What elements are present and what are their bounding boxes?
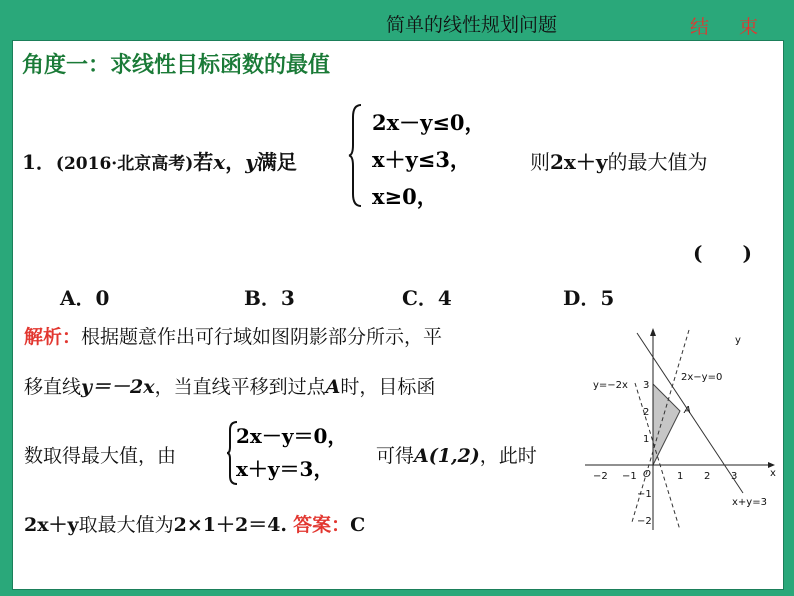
ask-text: 的最大值为 <box>607 150 708 174</box>
label-y-neg2x: y=−2x <box>593 380 628 391</box>
question-prefix: 若 <box>193 150 214 174</box>
option-value: 4 <box>437 286 452 310</box>
y-tick: 3 <box>643 380 650 391</box>
option-letter: B <box>244 286 261 310</box>
option-letter: A <box>60 286 76 310</box>
line-equation: y＝－2x <box>81 376 155 398</box>
var-y: y <box>245 150 257 174</box>
option-c[interactable]: C．4 <box>402 286 452 310</box>
question-number: 1． <box>22 150 56 174</box>
solution-text: 可得 <box>376 445 415 467</box>
solution-text: 时，目标函 <box>340 376 436 398</box>
var-x: x <box>213 150 226 174</box>
y-tick: −1 <box>637 489 652 500</box>
solution-line-2 <box>24 372 435 399</box>
question-line <box>22 146 297 175</box>
end-button[interactable]: 结 束 <box>690 16 771 38</box>
feasible-region <box>653 384 680 465</box>
calculation: 2×1＋2＝4. <box>173 514 288 536</box>
option-value: 5 <box>600 286 615 310</box>
equation-2: x＋y＝3， <box>236 457 334 481</box>
constraint-3: x≥0， <box>372 184 438 209</box>
solution-label: 解析： <box>24 326 82 348</box>
comma: ， <box>225 150 246 174</box>
answer-value: C <box>350 514 366 536</box>
objective-expr: 2x＋y <box>550 150 608 174</box>
y-tick: 1 <box>643 434 650 445</box>
question-source: (2016·北京高考) <box>55 154 194 174</box>
label-2x-y-0: 2x−y=0 <box>681 372 723 383</box>
solution-line-4 <box>24 510 365 537</box>
solution-text: 移直线 <box>24 376 82 398</box>
x-tick: −2 <box>593 471 608 482</box>
solution-text: 数取得最大值，由 <box>24 445 177 467</box>
option-value: 3 <box>280 286 295 310</box>
solution-text: ，当直线平移到过点 <box>154 376 326 398</box>
option-value: 0 <box>95 286 110 310</box>
feasible-region-graph <box>585 325 780 533</box>
option-d[interactable]: D．5 <box>563 286 615 310</box>
y-tick: 2 <box>643 407 650 418</box>
solution-text: ，此时 <box>479 445 537 467</box>
y-tick: −2 <box>637 516 652 527</box>
x-tick: 3 <box>731 471 738 482</box>
label-point-a: A <box>684 405 691 416</box>
objective-expr: 2x＋y <box>24 514 79 536</box>
constraint-system <box>372 104 486 215</box>
graph-y-axis-label: y <box>735 335 741 346</box>
then-text: 则 <box>530 150 550 174</box>
section-heading: 角度一：求线性目标函数的最值 <box>22 53 331 78</box>
solution-line-3b <box>376 441 537 468</box>
equation-1: 2x－y＝0， <box>236 424 348 448</box>
graph-x-axis-label: x <box>770 468 776 479</box>
label-x-plus-y-3: x+y=3 <box>732 497 767 508</box>
solution-text: 取最大值为 <box>78 514 174 536</box>
constraint-1: 2x－y≤0， <box>372 110 486 135</box>
option-b[interactable]: B．3 <box>244 286 295 310</box>
option-a[interactable]: A．0 <box>60 286 110 310</box>
option-letter: D <box>563 286 581 310</box>
question-tail <box>530 146 707 175</box>
x-tick: −1 <box>622 471 637 482</box>
answer-blank: ( ) <box>693 241 752 265</box>
option-letter: C <box>402 286 418 310</box>
constraint-2: x＋y≤3， <box>372 147 471 172</box>
answer-label: 答案： <box>293 514 351 536</box>
point-a-coords: A(1,2) <box>414 445 480 467</box>
point-a: A <box>325 376 341 398</box>
solution-text-1: 根据题意作出可行域如图阴影部分所示，平 <box>81 326 443 348</box>
slide-title: 简单的线性规划问题 <box>386 14 558 36</box>
y-arrow <box>650 328 656 336</box>
graph-origin: O <box>643 469 651 480</box>
x-tick: 1 <box>677 471 684 482</box>
solution-line-1 <box>24 322 442 349</box>
x-tick: 2 <box>704 471 711 482</box>
satisfy-text: 满足 <box>256 150 297 174</box>
solution-line-3a <box>24 441 176 468</box>
constraint-brace <box>348 103 362 208</box>
equation-system <box>236 420 347 486</box>
